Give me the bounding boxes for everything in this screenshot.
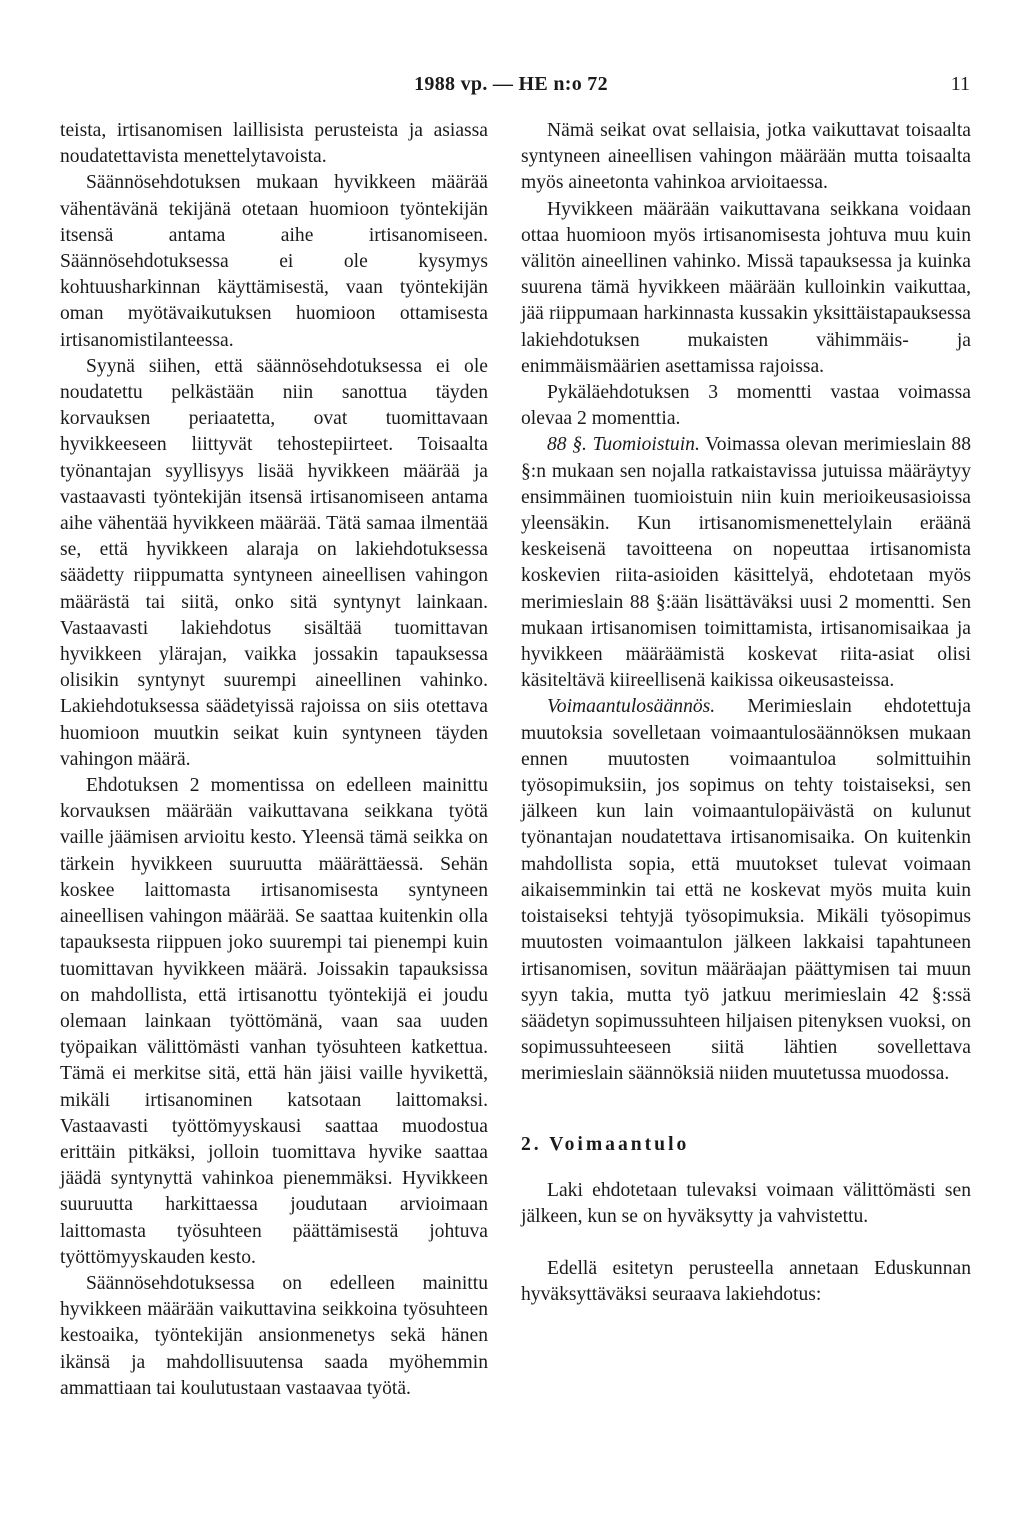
paragraph: Säännösehdotuksen mukaan hyvikkeen määrää vähentävänä tekijänä otetaan huomioon työntekijän itsensä antama aihe irtisanomiseen. Säännösehdotuksessa ei ole kysymys kohtuusharkinnan käyttämisestä, vaan työntekijän oman myötävaikutuksen huomioon ottamisesta irtisanomistilanteessa. [60, 172, 488, 351]
left-column [60, 118, 488, 1402]
paragraph: Nämä seikat ovat sellaisia, jotka vaikuttavat toisaalta syntyneen aineellisen vahingon määrään mutta toisaalta myös aineetonta vahinkoa arvioitaessa. [521, 120, 971, 194]
paragraph: Syynä siihen, että säännösehdotuksessa ei ole noudatettu pelkästään niin sanottua täyden korvauksen periaatetta, ovat tuomittavaan hyvikkeeseen liittyvät tehostepiirteet. Toisaalta työnantajan syyllisyys lisää hyvikkeen määrää ja vastaavasti työntekijän itsensä irtisanomiseen antama aihe vähentää hyvikkeen määrää. Tätä samaa ilmentää se, että hyvikkeen alaraja on lakiehdotuksessa säädetty riippumatta syntyneen aineellisen vahingon määrästä tai siitä, onko sitä syntynyt lainkaan. Vastaavasti lakiehdotus sisältää tuomittavan hyvikkeen ylärajan, vaikka jossakin tapauksessa olisikin syntynyt suurempi aineellinen vahinko. Lakiehdotuksessa säädetyissä rajoissa on siis otettava huomioon muutkin seikat kuin syntyneen täyden vahingon määrä. [60, 355, 488, 770]
document-title: 1988 vp. — HE n:o 72 [414, 73, 608, 95]
paragraph-text: Voimassa olevan merimieslain 88 §:n mukaan sen nojalla ratkaistavissa jutuissa määräytyy ensimmäinen tuomioistuin niin kuin merioikeusasioissa yleensäkin. Kun irtisanomismenettelylain eräänä keskeisenä tavoitteena on nopeuttaa irtisanomista koskevien riita-asioiden käsittelyä, ehdotetaan myös merimieslain 88 §:ään lisättäväksi uusi 2 momentti. Sen mukaan irtisanomisen toimittamista, irtisanomisaikaa ja hyvikkeen määräämistä koskevat riita-asiat olisi käsiteltävä kiireellisenä kaikissa oikeusasteissa. [521, 434, 971, 692]
paragraph [521, 432, 971, 694]
section-label-voimaantulo: Voimaantulosäännös. [547, 696, 716, 718]
paragraph: Laki ehdotetaan tulevaksi voimaan välittömästi sen jälkeen, kun se on hyväksytty ja vahvistettu. [521, 1179, 971, 1227]
paragraph [521, 694, 971, 1087]
paragraph: Edellä esitetyn perusteella annetaan Eduskunnan hyväksyttäväksi seuraava lakiehdotus: [521, 1258, 971, 1306]
paragraph: Pykäläehdotuksen 3 momentti vastaa voimassa olevaa 2 momenttia. [521, 382, 971, 430]
page-number: 11 [950, 73, 970, 95]
section-label-88: 88 §. Tuomioistuin. [547, 434, 700, 456]
paragraph-text: Merimieslain ehdotettuja muutoksia sovelletaan voimaantulosäännöksen mukaan ennen muutosten voimaantuloa solmittuihin työsopimuksiin, jos sopimus on tehty toistaiseksi, sen jälkeen kun lain voimaantulopäivästä on kulunut työnantajan noudatettava irtisanomisaika. On kuitenkin mahdollista sopia, että muutokset tulevat voimaan aikaisemminkin tai että ne koskevat myös muita kuin toistaiseksi tehtyjä työsopimuksia. Mikäli työsopimus muutosten voimaantulon jälkeen lakkaisi tapahtuneen irtisanomisen, sovitun määräajan päättymisen tai muun syyn takia, mutta työ jatkuu merimieslain 42 §:ssä säädetyn sopimussuhteen hiljaisen pitenyksen vuoksi, on sopimussuhteeseen siitä lähtien sovellettava merimieslain säännöksiä niiden muutetussa muodossa. [521, 696, 971, 1085]
paragraph: teista, irtisanomisen laillisista perusteista ja asiassa noudatettavista menettelytavoista. [60, 120, 488, 168]
right-column [521, 118, 971, 1309]
paragraph: Ehdotuksen 2 momentissa on edelleen mainittu korvauksen määrään vaikuttavana seikkana työtä vaille jäämisen arvioitu kesto. Yleensä tämä seikka on tärkein hyvikkeen suuruutta määrättäessä. Sehän koskee laittomasta irtisanomisesta syntyneen aineellisen vahingon määrää. Se saattaa kuitenkin olla tapauksesta riippuen joko suurempi tai pienempi kuin tuomittavan hyvikkeen määrä. Joissakin tapauksissa on mahdollista, että irtisanottu työntekijä ei joudu olemaan lainkaan työttömänä, vaan saa uuden työpaikan välittömästi vanhan työsuhteen katkettua. Tämä ei merkitse sitä, että hän jäisi vaille hyvikettä, mikäli irtisanominen katsotaan laittomaksi. Vastaavasti työttömyyskausi saattaa muodostua erittäin pitkäksi, jolloin tuomittava hyvike saattaa jäädä syntynyttä vahinkoa pienemmäksi. Hyvikkeen suuruutta harkittaessa joudutaan arvioimaan laittomasta työsuhteen päättämisestä johtuva työttömyyskauden kesto. [60, 775, 488, 1268]
paragraph: Säännösehdotuksessa on edelleen mainittu hyvikkeen määrään vaikuttavina seikkoina työsuhteen kestoaika, työntekijän ansionmenetys sekä hänen ikänsä ja mahdollisuutensa saada myöhemmin ammattiaan tai koulutustaan vastaavaa työtä. [60, 1272, 488, 1399]
paragraph: Hyvikkeen määrään vaikuttavana seikkana voidaan ottaa huomioon myös irtisanomisesta johtuva muu kuin välitön aineellinen vahinko. Missä tapauksessa ja kuinka suurena tämä hyvikkeen määrään kulloinkin vaikuttaa, jää riippumaan harkinnasta kussakin yksittäistapauksessa lakiehdotuksen mukaisten vähimmäis- ja enimmäismäärien asettamissa rajoissa. [521, 198, 971, 377]
page-header [52, 73, 970, 103]
section-heading: 2. Voimaantulo [521, 1133, 690, 1155]
